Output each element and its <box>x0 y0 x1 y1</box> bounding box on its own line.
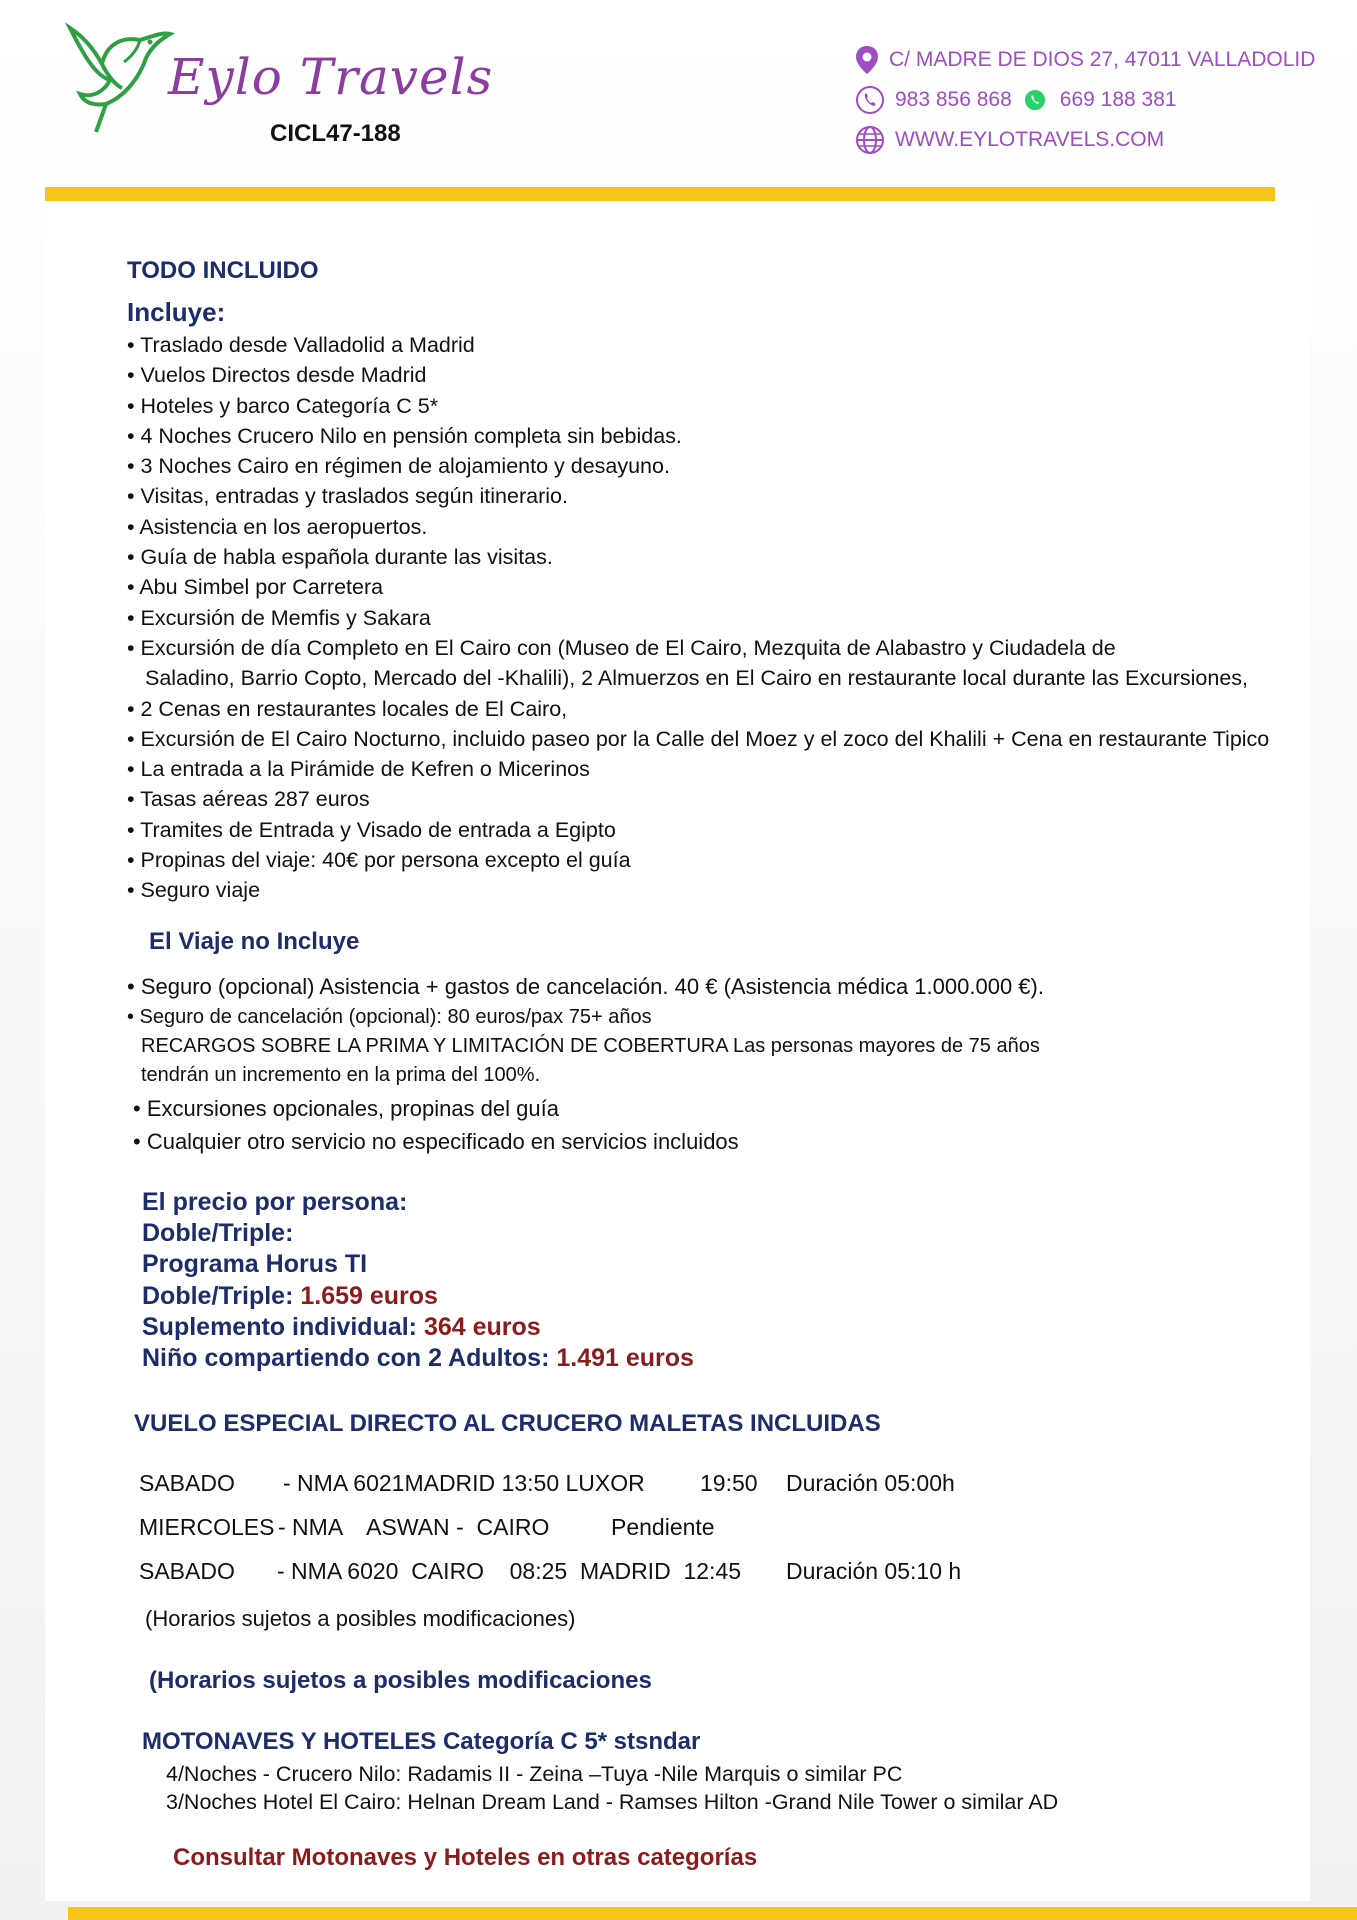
list-item: • Visitas, entradas y traslados según itinerario. <box>127 484 568 509</box>
list-item: • Guía de habla española durante las visitas. <box>127 545 553 570</box>
price-double-label: Doble/Triple: <box>142 1281 301 1310</box>
list-item: • Seguro viaje <box>127 878 261 903</box>
flight-row-1-arrival: 19:50 <box>700 1470 758 1496</box>
list-item: • Excursión de El Cairo Nocturno, incluido paseo por la Calle del Moez y el zoco del Khalili + Cena en restaurante Tipico <box>127 726 1270 751</box>
address-text: C/ MADRE DE DIOS 27, 47011 VALLADOLID <box>889 48 1316 71</box>
list-item: • Excursión de Memfis y Sakara <box>127 605 431 630</box>
phone-icon <box>855 85 885 115</box>
price-single-label: Suplemento individual: <box>142 1312 424 1341</box>
flight-row-2-day: MIERCOLES <box>139 1514 275 1540</box>
flight-row-1-duration: Duración 05:00h <box>786 1470 955 1496</box>
list-item: • Excursiones opcionales, propinas del guía <box>133 1096 559 1121</box>
price-double-row <box>142 1281 694 1312</box>
license-number: CICL47-188 <box>270 120 401 147</box>
contact-block <box>855 40 1335 160</box>
includes-title: TODO INCLUIDO <box>127 257 319 284</box>
list-item: • Propinas del viaje: 40€ por persona excepto el guía <box>127 848 631 873</box>
flight-row-1-day: SABADO <box>139 1470 235 1496</box>
flights-title: VUELO ESPECIAL DIRECTO AL CRUCERO MALETAS INCLUIDAS <box>134 1410 881 1437</box>
whatsapp-icon <box>1024 89 1046 111</box>
schedule-note: (Horarios sujetos a posibles modificaciones) <box>145 1606 576 1631</box>
hummingbird-logo-icon <box>62 6 182 136</box>
list-item-continuation-text: Saladino, Barrio Copto, Mercado del -Khalili), 2 Almuerzos en El Cairo en restaurante local durante las Excursiones, <box>145 666 1249 691</box>
list-item-continuation: tendrán un incremento en la prima del 100%. <box>141 1064 541 1086</box>
cruise-line: 4/Noches - Crucero Nilo: Radamis II - Zeina –Tuya -Nile Marquis o similar PC <box>166 1762 903 1786</box>
price-title: El precio por persona: <box>142 1188 408 1216</box>
price-single-row <box>142 1312 694 1343</box>
list-item: • Excursión de día Completo en El Cairo con (Museo de El Cairo, Mezquita de Alabastro y Ciudadela de <box>127 635 1116 660</box>
list-item-continuation: RECARGOS SOBRE LA PRIMA Y LIMITACIÓN DE COBERTURA Las personas mayores de 75 años <box>141 1035 1040 1057</box>
list-item: • Tasas aéreas 287 euros <box>127 787 370 812</box>
flight-row-3-route: - NMA 6020 CAIRO 08:25 MADRID 12:45 <box>277 1558 742 1584</box>
website-row <box>855 120 1335 160</box>
list-item: • 4 Noches Crucero Nilo en pensión completa sin bebidas. <box>127 423 682 448</box>
room-label: Doble/Triple: <box>142 1219 294 1248</box>
address-row <box>855 40 1335 80</box>
price-child-row <box>142 1343 694 1374</box>
consult-note: Consultar Motonaves y Hoteles en otras categorías <box>173 1844 758 1871</box>
list-item: • 2 Cenas en restaurantes locales de El Cairo, <box>127 696 568 721</box>
globe-icon <box>855 125 885 155</box>
price-block <box>142 1187 694 1374</box>
includes-list <box>127 330 1269 906</box>
list-item: • Abu Simbel por Carretera <box>127 575 384 600</box>
list-item: • La entrada a la Pirámide de Kefren o Micerinos <box>127 757 590 782</box>
flight-row-2-route: - NMA ASWAN - CAIRO <box>278 1514 550 1540</box>
price-child-value: 1.491 euros <box>556 1344 694 1373</box>
not-included-list <box>127 970 1044 1158</box>
flight-row-1-route: - NMA 6021MADRID 13:50 LUXOR <box>283 1470 645 1496</box>
brand-name: Eylo Travels <box>168 48 494 106</box>
header <box>0 0 1357 190</box>
location-pin-icon <box>855 45 879 75</box>
list-item: • 3 Noches Cairo en régimen de alojamiento y desayuno. <box>127 454 670 479</box>
list-item: • Hoteles y barco Categoría C 5* <box>127 393 439 418</box>
hotels-title: MOTONAVES Y HOTELES Categoría C 5* stsndar <box>142 1728 701 1755</box>
list-item: • Cualquier otro servicio no especificado en servicios incluidos <box>133 1129 739 1154</box>
price-single-value: 364 euros <box>423 1312 541 1341</box>
list-item: • Asistencia en los aeropuertos. <box>127 514 428 539</box>
website-link[interactable]: WWW.EYLOTRAVELS.COM <box>895 128 1165 151</box>
includes-subtitle: Incluye: <box>127 297 226 327</box>
footer-divider <box>68 1907 1357 1920</box>
flight-row-2-status: Pendiente <box>611 1514 715 1540</box>
list-item: • Seguro de cancelación (opcional): 80 euros/pax 75+ años <box>127 1006 652 1028</box>
list-item: • Seguro (opcional) Asistencia + gastos de cancelación. 40 € (Asistencia médica 1.000.000 €). <box>127 974 1044 999</box>
phone-row <box>855 80 1335 120</box>
list-item-continuation <box>127 663 1269 693</box>
price-child-label: Niño compartiendo con 2 Adultos: <box>142 1344 557 1373</box>
flight-row-3-day: SABADO <box>139 1558 235 1584</box>
header-divider <box>45 187 1275 201</box>
hotel-line: 3/Noches Hotel El Cairo: Helnan Dream Land - Ramses Hilton -Grand Nile Tower o similar AD <box>166 1790 1059 1814</box>
whatsapp-text[interactable]: 669 188 381 <box>1059 88 1177 111</box>
phone-text[interactable]: 983 856 868 <box>895 88 1012 111</box>
flight-row-3-duration: Duración 05:10 h <box>786 1558 962 1584</box>
list-item: • Vuelos Directos desde Madrid <box>127 363 427 388</box>
price-double-value: 1.659 euros <box>300 1281 438 1310</box>
schedule-note-bold: (Horarios sujetos a posibles modificaciones <box>149 1667 652 1694</box>
list-item: • Tramites de Entrada y Visado de entrada a Egipto <box>127 817 616 842</box>
not-included-title: El Viaje no Incluye <box>149 928 360 955</box>
program-name: Programa Horus TI <box>142 1250 368 1279</box>
list-item: • Traslado desde Valladolid a Madrid <box>127 333 475 357</box>
